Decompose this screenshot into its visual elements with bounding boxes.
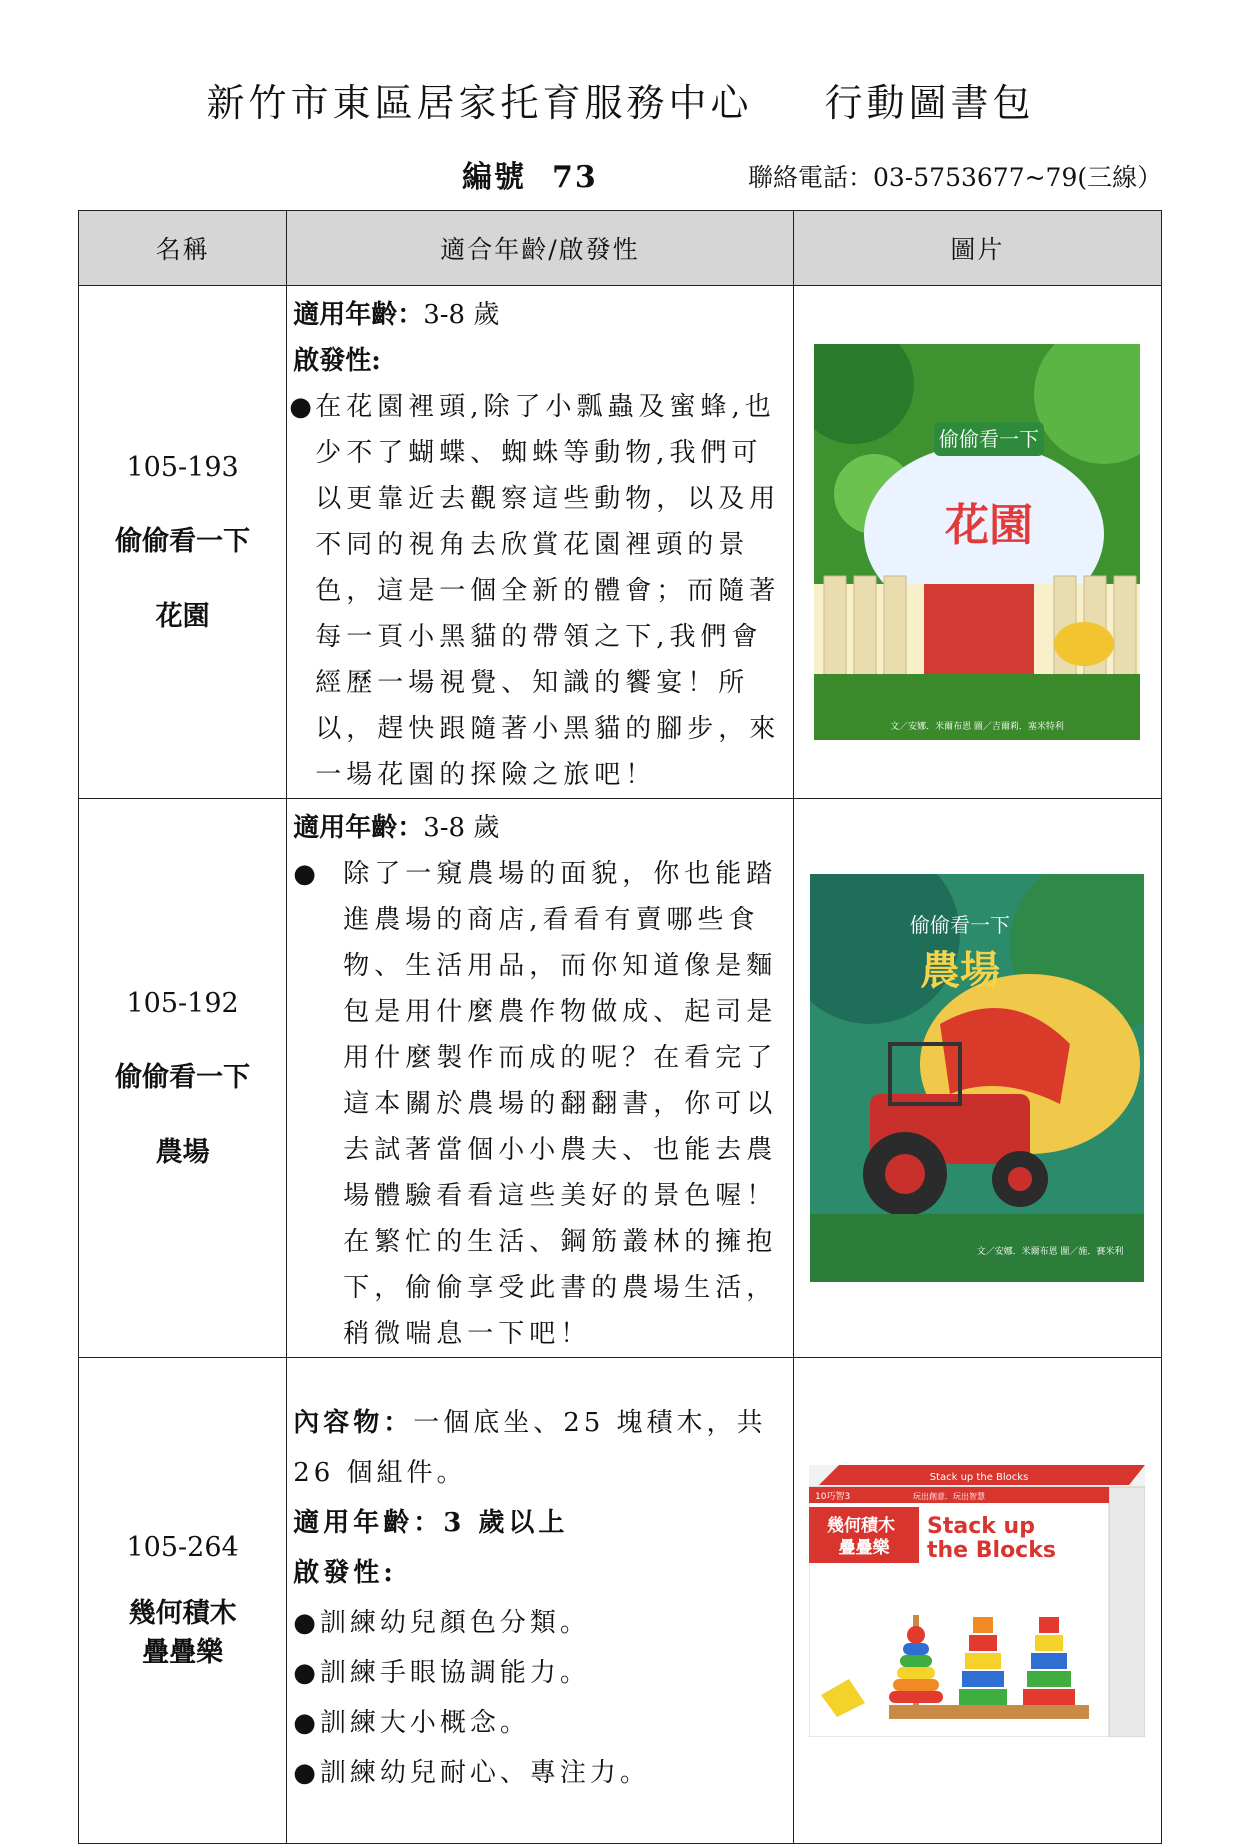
cover-title: 花園 <box>945 500 1034 551</box>
description <box>289 384 786 798</box>
bullet-icon: ● <box>293 1758 320 1788</box>
subtitle-line <box>0 152 1241 195</box>
center-name: 新竹市東區居家托育服務中心 <box>206 81 753 125</box>
table-row <box>79 1358 1162 1844</box>
box-en-title-1: Stack up <box>927 1513 1036 1539</box>
item-subtitle: 花園 <box>155 600 210 632</box>
cover-credit: 文／安娜．米爾布恩 圖／施．賽米利 <box>976 1247 1124 1257</box>
item-subtitle: 疊疊樂 <box>142 1637 224 1668</box>
list-item: ●訓練幼兒耐心、專注力。 <box>293 1758 650 1788</box>
table-header-row <box>79 211 1162 286</box>
item-id: 105-192 <box>126 987 239 1019</box>
book-table <box>78 210 1162 1844</box>
bullet-icon: ● <box>293 1608 320 1638</box>
item-id: 105-193 <box>126 451 239 483</box>
cover-top-text: 偷偷看一下 <box>939 427 1040 451</box>
bullet-icon: ● <box>289 392 317 422</box>
item-picture-cell <box>793 799 1161 1358</box>
item-name-cell <box>79 286 287 799</box>
item-picture-cell <box>793 1358 1161 1844</box>
box-brand: 10巧智3 <box>815 1491 851 1502</box>
description <box>293 851 786 1357</box>
farm-book-cover <box>810 874 1144 1282</box>
age-label: 適用年齡： <box>293 1508 444 1538</box>
cover-credit: 文／安娜．米爾布恩 圖／吉爾莉．塞米特利 <box>890 722 1065 732</box>
age-label: 適用年齡： <box>293 300 424 330</box>
pack-code <box>462 152 598 196</box>
age-value: 3 歲以上 <box>443 1508 569 1538</box>
item-subtitle: 農場 <box>155 1136 210 1168</box>
box-ribbon: 玩出創意．玩出智慧 <box>913 1491 986 1501</box>
age-value: 3-8 歲 <box>423 813 500 843</box>
title-suffix: 行動圖書包 <box>824 81 1035 125</box>
item-id: 105-264 <box>126 1532 239 1563</box>
list-item: ●訓練手眼協調能力。 <box>293 1658 590 1688</box>
garden-book-cover <box>814 344 1140 740</box>
cover-title: 農場 <box>920 948 1001 994</box>
box-en-title-2: the Blocks <box>927 1537 1057 1563</box>
cover-top-text: 偷偷看一下 <box>910 913 1011 937</box>
bullet-icon: ● <box>293 1658 320 1688</box>
content-label: 內容物： <box>293 1408 414 1438</box>
item-desc-cell <box>287 286 793 799</box>
bullet-icon: ● <box>293 1708 320 1738</box>
blocks-box-image <box>809 1465 1145 1737</box>
content-value: 一個底坐、25 塊積木，共 26 個組件。 <box>293 1408 767 1488</box>
item-picture-cell <box>793 286 1161 799</box>
box-top-text: Stack up the Blocks <box>930 1471 1029 1483</box>
header-name: 名稱 <box>79 211 287 286</box>
description-text: 除了一窺農場的面貌，你也能踏進農場的商店,看看有賣哪些食物、生活用品，而你知道像是麵包是用什麼農作物做成、起司是用什麼製作而成的呢？在看完了這本關於農場的翻翻書，你可以去試著當個小小農夫、也能去農場體驗看看這些美好的景色喔！在繁忙的生活、鋼筋叢林的擁抱下，偷偷享受此書的農場生活，稍微喘息一下吧！ <box>343 859 778 1349</box>
list-item: ●訓練幼兒顏色分類。 <box>293 1608 590 1638</box>
code-label: 編號 <box>462 160 526 195</box>
table-row <box>79 799 1162 1358</box>
code-number: 73 <box>552 160 598 195</box>
item-desc-cell <box>287 799 793 1358</box>
inspiration-label: 啟發性: <box>293 346 381 376</box>
bullet-icon: ● <box>293 859 321 889</box>
item-title: 偷偷看一下 <box>115 525 251 557</box>
box-zh-title: 幾何積木 疊疊樂 <box>827 1515 896 1558</box>
age-value: 3-8 歲 <box>423 300 500 330</box>
table-row <box>79 286 1162 799</box>
page-title <box>0 72 1241 127</box>
inspiration-label: 啟發性: <box>293 1558 397 1588</box>
item-name-cell <box>79 1358 287 1844</box>
item-desc-cell <box>287 1358 793 1844</box>
description-text: 在花園裡頭,除了小瓢蟲及蜜蜂,也少不了蝴蝶、蜘蛛等動物,我們可以更靠近去觀察這些動物，以及用不同的視角去欣賞花園裡頭的景色，這是一個全新的體會；而隨著每一頁小黑貓的帶領之下,我們會經歷一場視覺、知識的饗宴！所以，趕快跟隨著小黑貓的腳步，來一場花園的探險之旅吧！ <box>315 392 781 790</box>
item-name-cell <box>79 799 287 1358</box>
item-title: 幾何積木 <box>128 1598 237 1629</box>
age-label: 適用年齡： <box>293 813 424 843</box>
list-item: ●訓練大小概念。 <box>293 1708 530 1738</box>
header-age: 適合年齡/啟發性 <box>287 211 793 286</box>
contact-phone: 聯絡電話：03-5753677~79(三線） <box>748 163 1163 192</box>
item-title: 偷偷看一下 <box>115 1061 251 1093</box>
header-picture: 圖片 <box>793 211 1161 286</box>
